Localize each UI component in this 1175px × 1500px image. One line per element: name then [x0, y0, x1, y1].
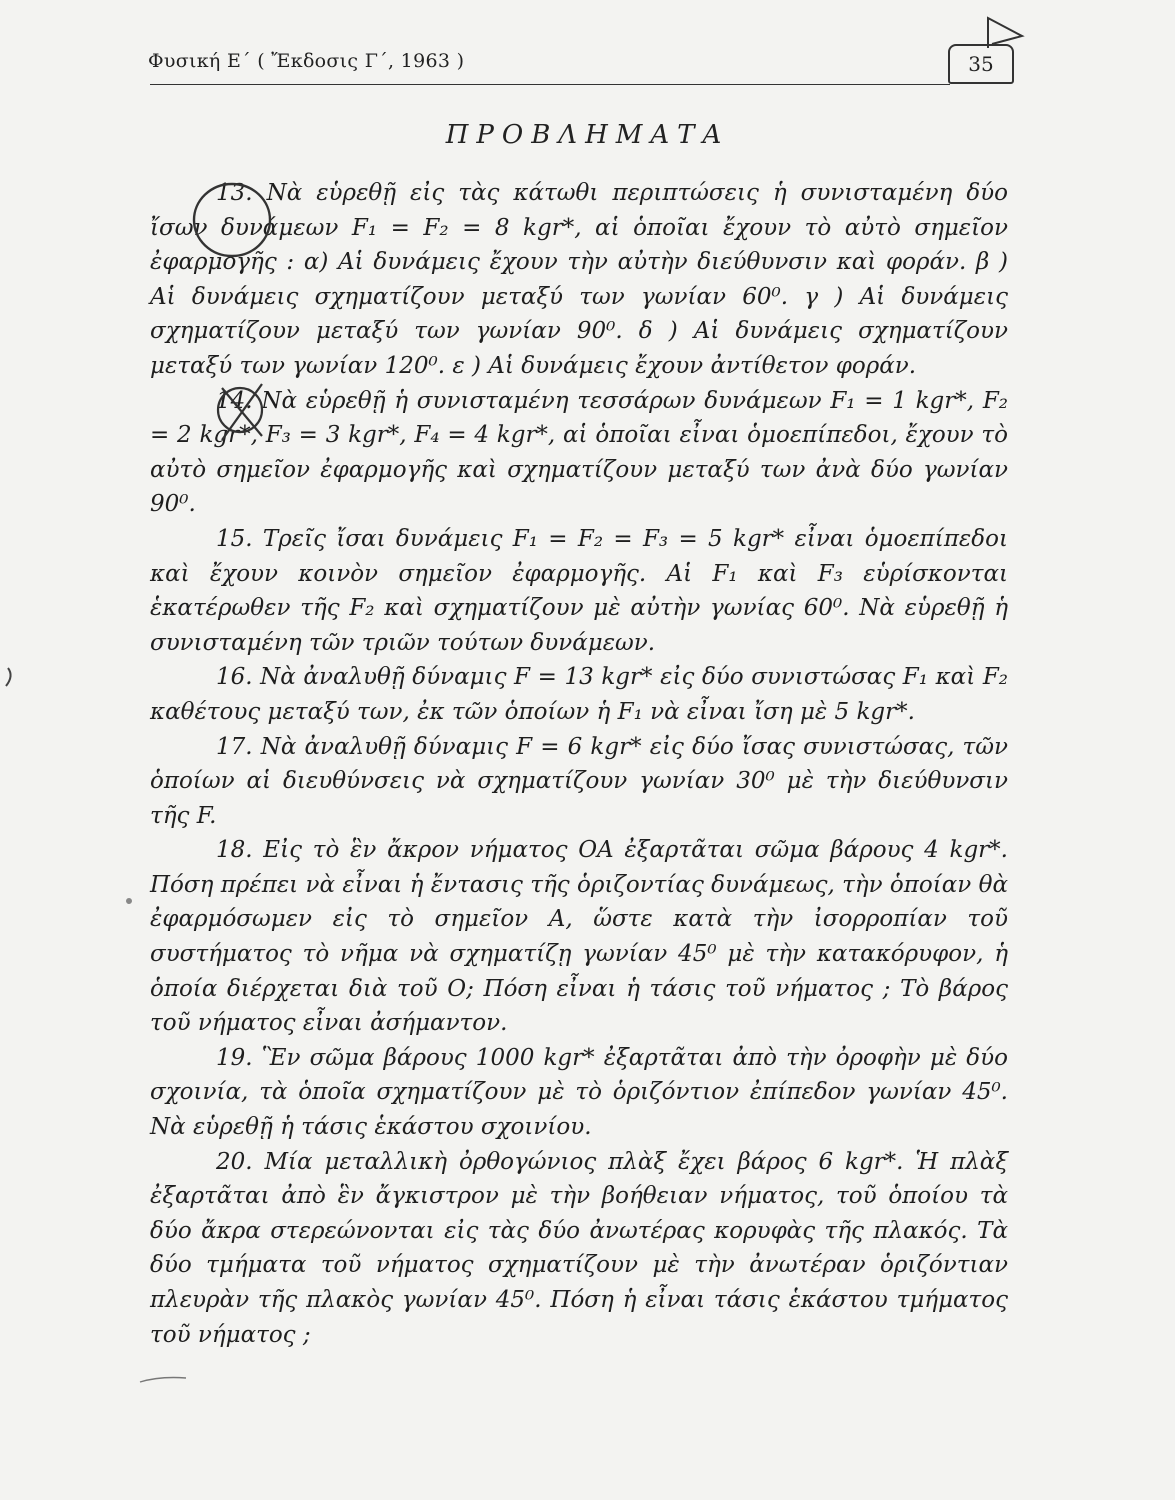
page-number: 35: [948, 44, 1014, 84]
section-title: ΠΡΟΒΛΗΜΑΤΑ: [445, 120, 730, 150]
problem-13: 13. Νὰ εὑρεθῇ εἰς τὰς κάτωθι περιπτώσεις ἡ συνισταμένη δύο ἴσων δυνάμεων F₁ = F₂ = 8 kgr*, αἱ ὁποῖαι ἔχουν τὸ αὐτὸ σημεῖον ἐφαρμογῆς : α) Αἱ δυνάμεις ἔχουν τὴν αὐτὴν διεύθυνσιν καὶ φοράν. β ) Αἱ δυνάμεις σχηματίζουν μεταξύ των γωνίαν 60⁰. γ ) Αἱ δυνάμεις σχηματίζουν μεταξύ των γωνίαν 90⁰. δ ) Αἱ δυνάμεις σχηματίζουν μεταξύ των γωνίαν 120⁰. ε ) Αἱ δυνάμεις ἔχουν ἀντίθετον φοράν.: [150, 180, 1008, 379]
pencil-circle-mark: [194, 184, 270, 256]
pencil-baseline-mark: [140, 1378, 186, 1383]
problem-19: 19. Ἓν σῶμα βάρους 1000 kgr* ἐξαρτᾶται ἀπὸ τὴν ὀροφὴν μὲ δύο σχοινία, τὰ ὁποῖα σχηματίζουν μὲ τὸ ὁριζόντιον ἐπίπεδον γωνίαν 45⁰. Νὰ εὑρεθῇ ἡ τάσις ἑκάστου σχοινίου.: [150, 1044, 1008, 1141]
running-head: Φυσική Ε΄ ( Ἔκδοσις Γ΄, 1963 ): [148, 50, 465, 72]
margin-dot: [126, 898, 132, 904]
pencil-margin-mark: [6, 668, 11, 686]
problem-16: 16. Νὰ ἀναλυθῇ δύναμις F = 13 kgr* εἰς δύο συνιστώσας F₁ καὶ F₂ καθέτους μεταξύ των, ἐκ τῶν ὁποίων ἡ F₁ νὰ εἶναι ἴση μὲ 5 kgr*.: [150, 664, 1008, 725]
problem-15: 15. Τρεῖς ἴσαι δυνάμεις F₁ = F₂ = F₃ = 5 kgr* εἶναι ὁμοεπίπεδοι καὶ ἔχουν κοινὸν σημεῖον ἐφαρμογῆς. Αἱ F₁ καὶ F₃ εὑρίσκονται ἑκατέρωθεν τῆς F₂ καὶ σχηματίζουν μὲ αὐτὴν γωνίας 60⁰. Νὰ εὑρεθῇ ἡ συνισταμένη τῶν τριῶν τούτων δυνάμεων.: [150, 525, 1008, 656]
problem-18: 18. Εἰς τὸ ἓν ἄκρον νήματος ΟΑ ἐξαρτᾶται σῶμα βάρους 4 kgr*. Πόση πρέπει νὰ εἶναι ἡ ἔντασις τῆς ὁριζοντίας δυνάμεως, τὴν ὁποίαν θὰ ἐφαρμόσωμεν εἰς τὸ σημεῖον Α, ὥστε κατὰ τὴν ἰσορροπίαν τοῦ συστήματος τὸ νῆμα νὰ σχηματίζῃ γωνίαν 45⁰ μὲ τὴν κατακόρυφον, ἡ ὁποία διέρχεται διὰ τοῦ Ο; Πόση εἶναι ἡ τάσις τοῦ νήματος ; Τὸ βάρος τοῦ νήματος εἶναι ἀσήμαντον.: [150, 837, 1008, 1037]
problem-20: 20. Μία μεταλλικὴ ὀρθογώνιος πλὰξ ἔχει βάρος 6 kgr*. Ἡ πλὰξ ἐξαρτᾶται ἀπὸ ἓν ἄγκιστρον μὲ τὴν βοήθειαν νήματος, τοῦ ὁποίου τὰ δύο ἄκρα στερεώνονται εἰς τὰς δύο ἀνωτέρας κορυφὰς τῆς πλακός. Τὰ δύο τμήματα τοῦ νήματος σχηματίζουν μὲ τὴν ἀνωτέραν ὁριζόντιαν πλευρὰν τῆς πλακὸς γωνίαν 45⁰. Πόση ἡ εἶναι τάσις ἑκάστου τμήματος τοῦ νήματος ;: [150, 1148, 1008, 1348]
problem-14: 14. Νὰ εὑρεθῇ ἡ συνισταμένη τεσσάρων δυνάμεων F₁ = 1 kgr*, F₂ = 2 kgr*, F₃ = 3 kgr*, F₄ = 4 kgr*, αἱ ὁποῖαι εἶναι ὁμοεπίπεδοι, ἔχουν τὸ αὐτὸ σημεῖον ἐφαρμογῆς καὶ σχηματίζουν μεταξύ των ἀνὰ δύο γωνίαν 90⁰.: [150, 387, 1008, 518]
problem-17: 17. Νὰ ἀναλυθῇ δύναμις F = 6 kgr* εἰς δύο ἴσας συνιστώσας, τῶν ὁποίων αἱ διευθύνσεις νὰ σχηματίζουν γωνίαν 30⁰ μὲ τὴν διεύθυνσιν τῆς F.: [150, 733, 1008, 829]
